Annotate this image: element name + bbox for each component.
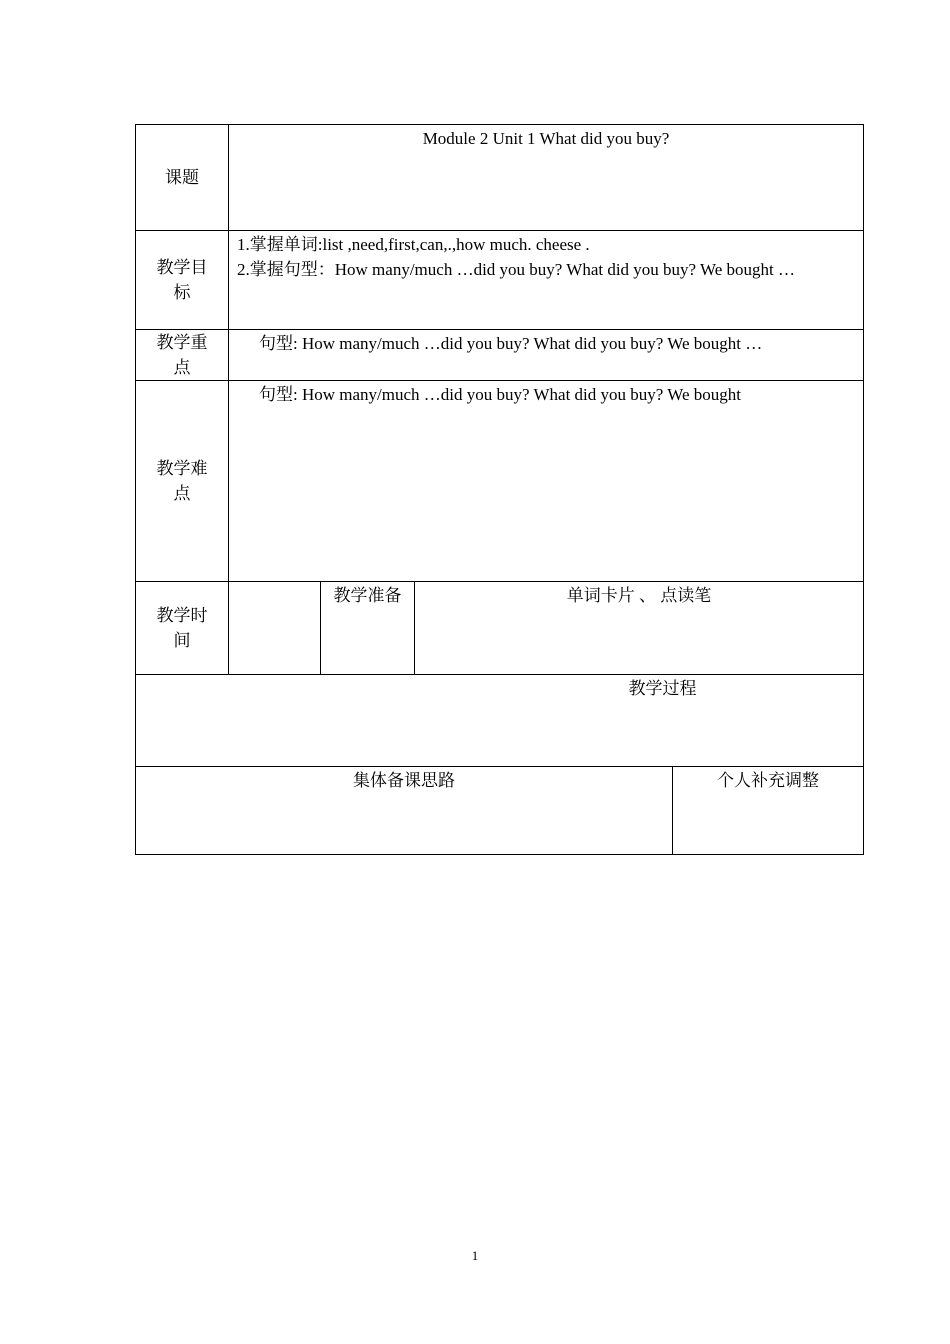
preparation-value: 单词卡片 、 点读笔 [566, 586, 712, 605]
title-row [136, 125, 864, 231]
planning-row [136, 767, 864, 855]
difficulties-row [136, 381, 864, 582]
time-label: 教学时间 [156, 606, 208, 650]
objectives-label-cell [136, 231, 229, 330]
time-prep-row [136, 582, 864, 675]
difficulties-label: 教学难点 [156, 459, 208, 503]
preparation-label-cell [321, 582, 415, 675]
process-row [136, 675, 864, 767]
objective-item: 2.掌握句型：How many/much …did you buy? What did you buy? We bought … [237, 260, 796, 279]
objectives-label: 教学目标 [156, 258, 208, 302]
objective-item: 1.掌握单词:list ,need,first,can,.,how much. cheese . [237, 235, 590, 254]
preparation-value-cell [415, 582, 864, 675]
personal-adjust-label: 个人补充调整 [717, 771, 819, 790]
difficulties-text: 句型: How many/much …did you buy? What did you buy? We bought [259, 385, 741, 404]
group-plan-label: 集体备课思路 [353, 771, 455, 790]
lesson-plan-table [135, 124, 864, 855]
key-points-label: 教学重点 [156, 333, 208, 377]
group-plan-cell [136, 767, 673, 855]
difficulties-label-cell [136, 381, 229, 582]
key-points-cell [229, 330, 864, 381]
personal-adjust-cell [673, 767, 864, 855]
page-number: 1 [471, 1248, 479, 1263]
key-points-text: 句型: How many/much …did you buy? What did you buy? We bought … [259, 334, 763, 353]
title-label-cell [136, 125, 229, 231]
key-points-label-cell [136, 330, 229, 381]
objectives-row [136, 231, 864, 330]
time-label-cell [136, 582, 229, 675]
title-label: 课题 [165, 168, 199, 187]
process-cell [136, 675, 864, 767]
process-label: 教学过程 [628, 679, 697, 698]
key-points-row [136, 330, 864, 381]
preparation-label: 教学准备 [333, 586, 402, 605]
time-value-cell [229, 582, 321, 675]
lesson-title: Module 2 Unit 1 What did you buy? [422, 129, 670, 148]
objectives-cell [229, 231, 864, 330]
title-value-cell [229, 125, 864, 231]
difficulties-cell [229, 381, 864, 582]
